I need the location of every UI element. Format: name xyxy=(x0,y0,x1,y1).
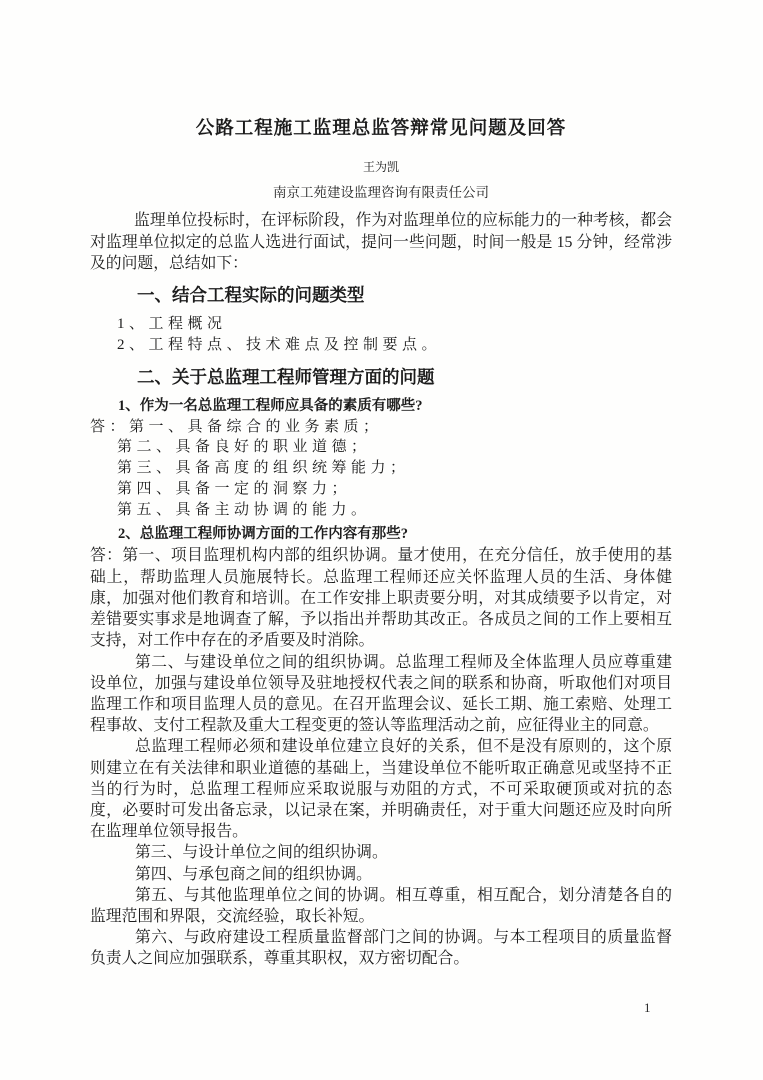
answer-paragraph: 答：第一、项目监理机构内部的组织协调。量才使用，在充分信任，放手使用的基础上，帮助监理人员施展特长。总监理工程师还应关怀监理人员的生活、身体健康，加强对他们教育和培训。在工作安排上职责要分明，对其成绩要予以肯定，对差错要实事求是地调查了解，予以指出并帮助其改正。各成员之间的工作上要相互支持，对工作中存在的矛盾要及时消除。 xyxy=(90,547,672,650)
list-item: 2、工程特点、技术难点及控制要点。 xyxy=(117,337,442,353)
answer-line: 答：第一、具备综合的业务素质； xyxy=(90,418,383,435)
answer-paragraph: 第二、与建设单位之间的组织协调。总监理工程师及全体监理人员应尊重建设单位，加强与建设单位领导及驻地授权代表之间的联系和协商，听取他们对项目监理工作和项目监理人员的意见。在召开监理会议、延长工期、施工索赔、处理工程事故、支付工程款及重大工程变更的签认等监理活动之前，应征得业主的同意。 xyxy=(90,653,672,735)
answer-line: 第二、具备良好的职业道德； xyxy=(117,439,371,456)
answer-paragraph: 第五、与其他监理单位之间的协调。相互尊重，相互配合，划分清楚各自的监理范围和界限，交流经验，取长补短。 xyxy=(90,886,672,925)
intro-paragraph: 监理单位投标时，在评标阶段，作为对监理单位的应标能力的一种考核，都会对监理单位拟定的总监人选进行面试，提问一些问题，时间一般是 15 分钟，经常涉及的问题，总结如下： xyxy=(90,212,672,272)
author-line: 王为凯 xyxy=(362,160,399,174)
answer-line: 第四、具备一定的洞察力； xyxy=(117,480,352,497)
answer-line: 第五、具备主动协调的能力。 xyxy=(117,501,371,518)
answer-paragraph: 总监理工程师必须和建设单位建立良好的关系，但不是没有原则的，这个原则建立在有关法律和职业道德的基础上，当建设单位不能听取正确意见或坚持不正当的行为时，总监理工程师应采取说服与劝阻的方式，不可采取硬顶或对抗的态度，必要时可发出备忘录，以记录在案，并明确责任，对于重大问题还应及时向所在监理单位领导报告。 xyxy=(90,738,672,841)
section-2-heading: 二、关于总监理工程师管理方面的问题 xyxy=(137,366,435,387)
question-1-title: 1、作为一名总监理工程师应具备的素质有哪些? xyxy=(118,397,423,414)
answer-paragraph: 第四、与承包商之间的组织协调。 xyxy=(135,865,372,883)
question-2-title: 2、总监理工程师协调方面的工作内容有那些? xyxy=(118,526,408,543)
answer-paragraph: 第三、与设计单位之间的组织协调。 xyxy=(135,844,388,862)
list-item: 1、工程概况 xyxy=(117,315,227,332)
page-title: 公路工程施工监理总监答辩常见问题及回答 xyxy=(195,119,567,139)
section-1-heading: 一、结合工程实际的问题类型 xyxy=(137,284,365,305)
answer-paragraph: 第六、与政府建设工程质量监督部门之间的协调。与本工程项目的质量监督负责人之间应加强联系，尊重其职权，双方密切配合。 xyxy=(90,929,672,968)
answer-line: 第三、具备高度的组织统筹能力； xyxy=(117,460,410,477)
page-number: 1 xyxy=(644,1000,651,1015)
company-line: 南京工苑建设监理咨询有限责任公司 xyxy=(273,185,489,200)
